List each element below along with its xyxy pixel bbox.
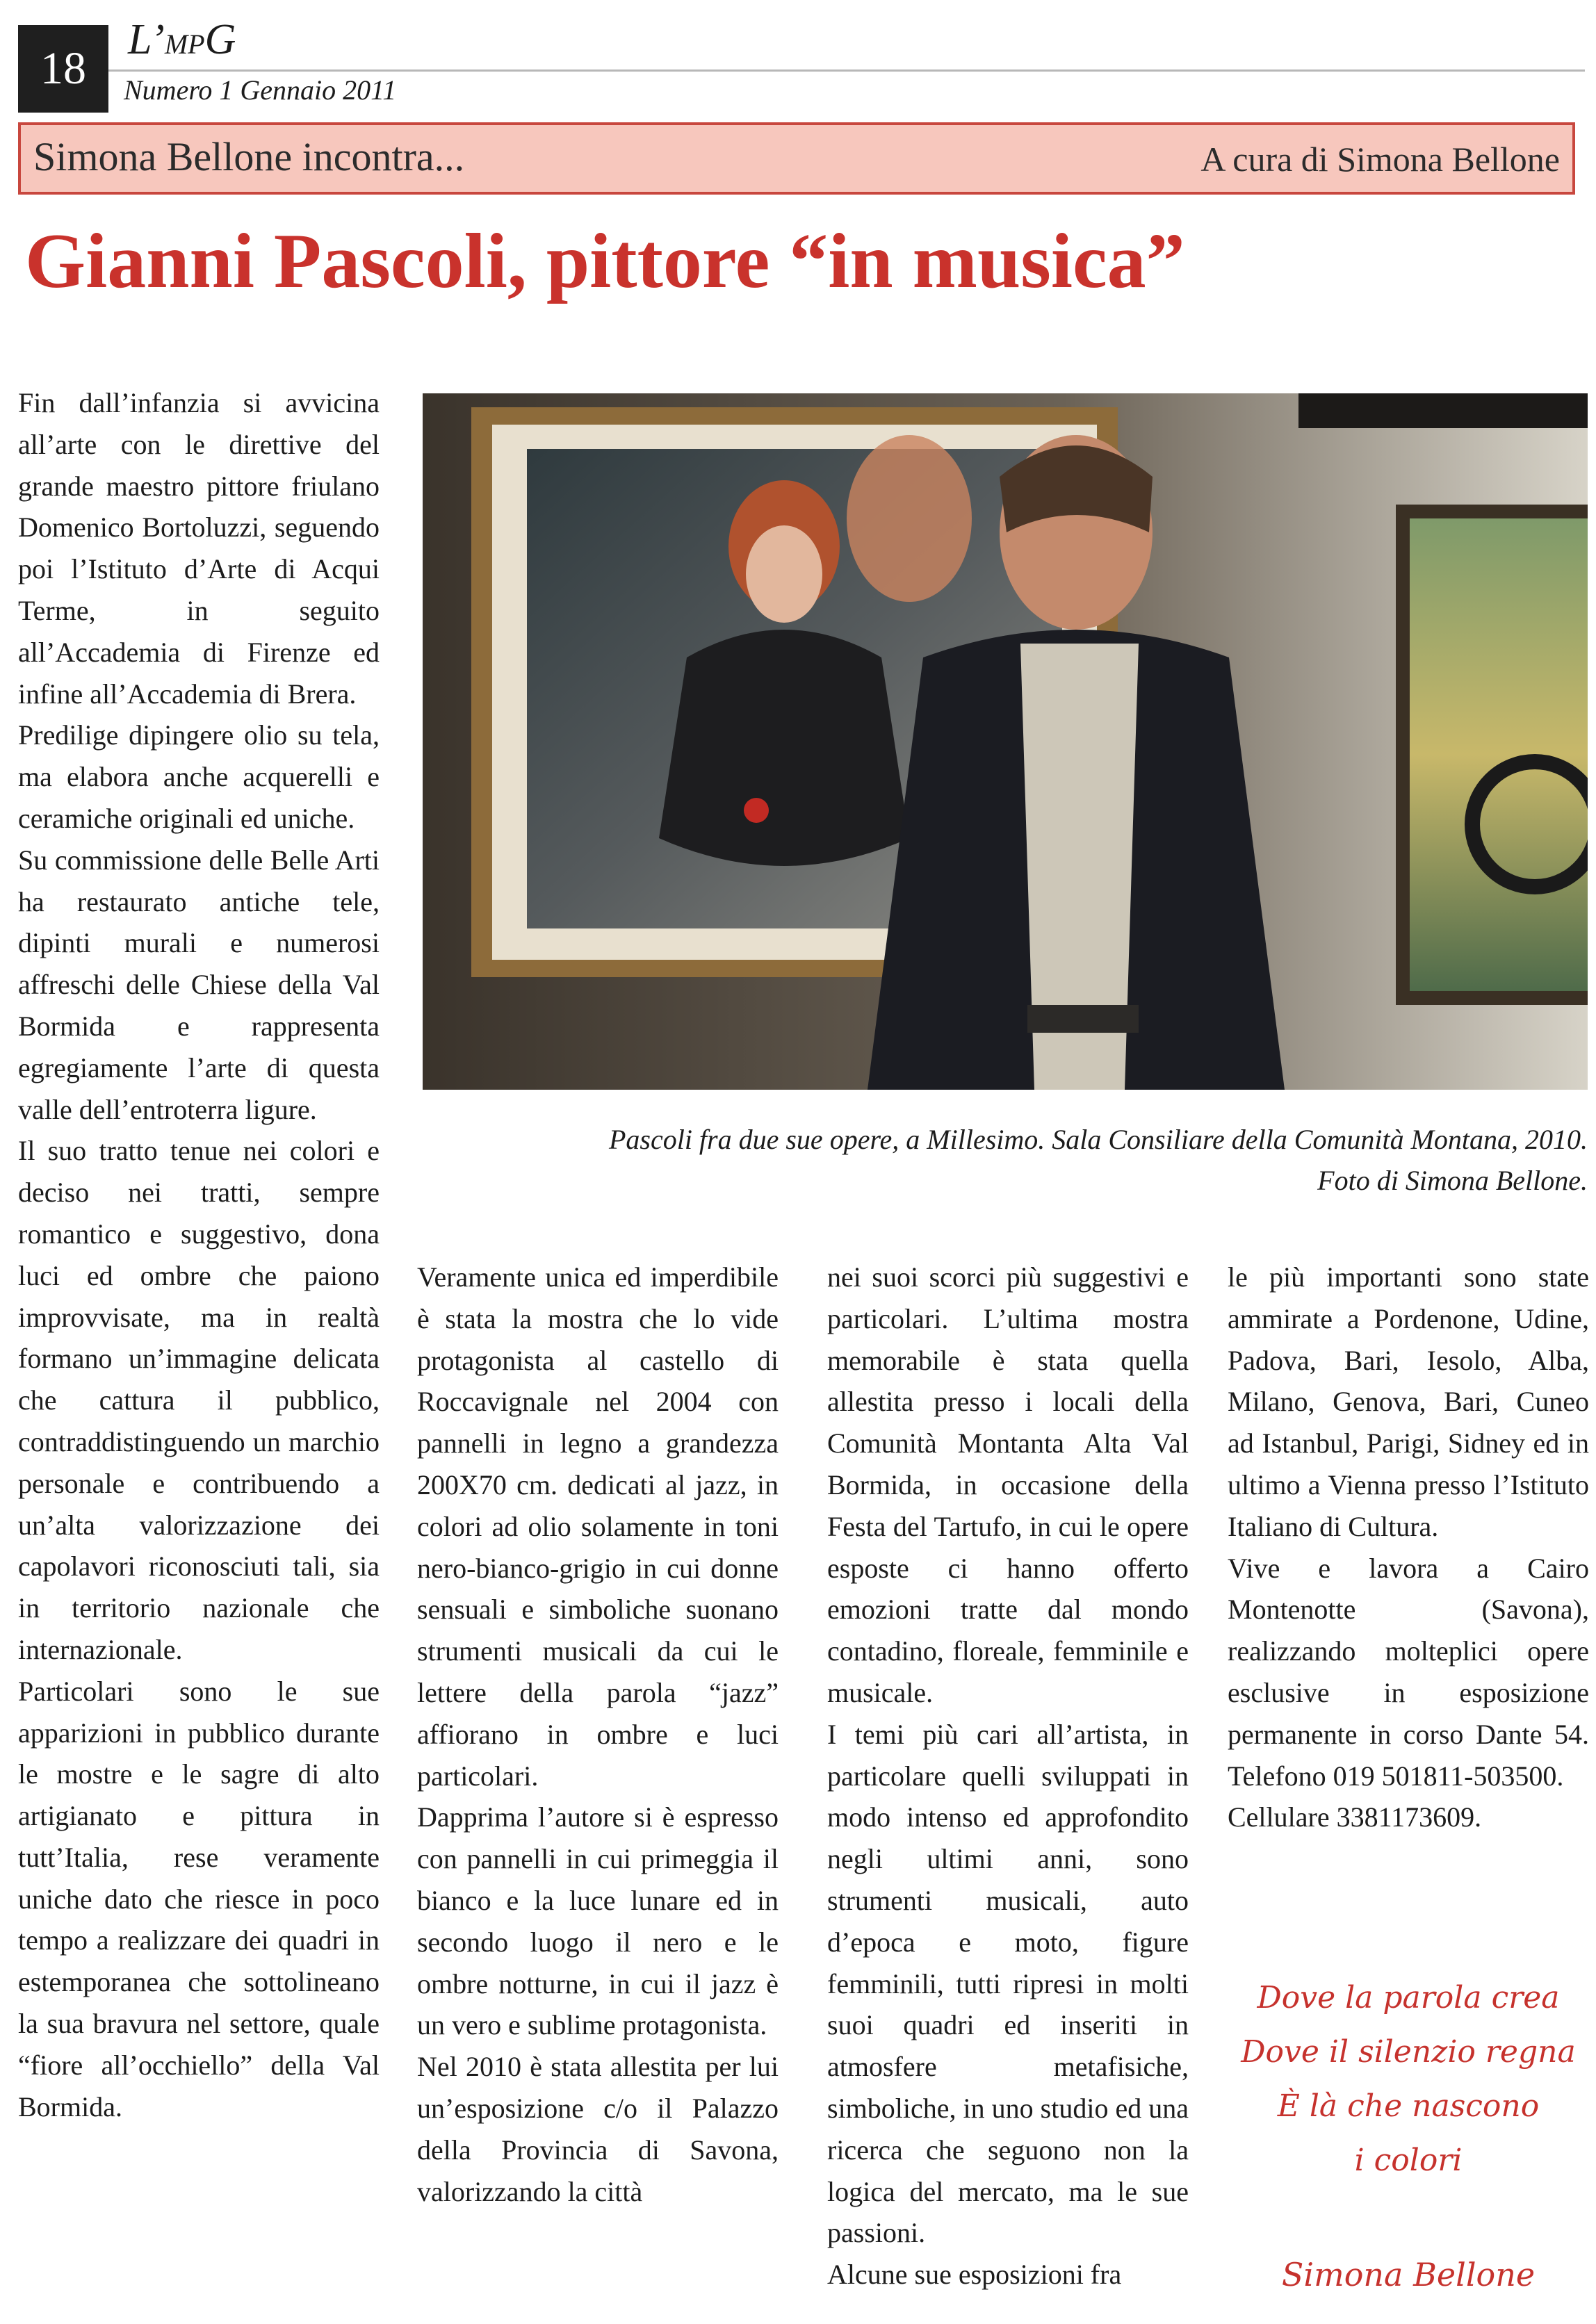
photo-illustration xyxy=(423,393,1588,1090)
article-column-2 xyxy=(417,1257,779,2212)
magazine-name xyxy=(128,18,236,61)
signature: Simona Bellone xyxy=(1281,2256,1536,2293)
masthead-rule xyxy=(108,69,1585,72)
paragraph: Veramente unica ed imperdibile è stata la mostra che lo vide protagonista al castello di Roccavignale nel 2004 con pannelli in legno a grandezza 200X70 cm. dedicati al jazz, in colori ad olio solamente in toni nero-bianco-grigio in cui donne sensuali e simboliche suonano strumenti musicali da cui le lettere della parola “jazz” affiorano in ombre e luci particolari. xyxy=(417,1261,779,1792)
paragraph: le più importanti sono state ammirate a Pordenone, Udine, Padova, Bari, Iesolo, Alba, Milano, Genova, Bari, Cuneo ad Istanbul, Parigi, Sidney ed in ultimo a Vienna presso l’Istituto Italiano di Cultura. xyxy=(1228,1261,1589,1542)
paragraph: Il suo tratto tenue nei colori e deciso nei tratti, sempre romantico e suggestivo, dona luci ed ombre che paiono improvvisate, ma in realtà formano un’immagine delicata che cattura il pubblico, contraddistinguendo un marchio personale e contribuendo a un’alta valorizzazione dei capolavori riconosciuti tali, sia in territorio nazionale che internazionale. xyxy=(18,1135,380,1665)
section-byline: A cura di Simona Bellone xyxy=(1200,140,1560,179)
article-photo xyxy=(423,393,1588,1090)
issue-line: Numero 1 Gennaio 2011 xyxy=(124,74,397,106)
article-column-3 xyxy=(827,1257,1189,2296)
paragraph: Cellulare 3381173609. xyxy=(1228,1801,1482,1833)
section-title: Simona Bellone incontra... xyxy=(33,134,465,179)
magazine-name-start: L’ xyxy=(128,16,165,63)
article-headline: Gianni Pascoli, pittore “in musica” xyxy=(25,218,1185,304)
paragraph: Nel 2010 è stata allestita per lui un’esposizione c/o il Palazzo della Provincia di Savona, valorizzando la città xyxy=(417,2051,779,2207)
caption-line-2: Foto di Simona Bellone. xyxy=(1317,1165,1588,1197)
magazine-name-end: G xyxy=(204,16,236,63)
section-bar xyxy=(18,122,1575,195)
poem-line: Dove il silenzio regna xyxy=(1241,2034,1576,2070)
paragraph: Fin dall’infanzia si avvicina all’arte con le direttive del grande maestro pittore friulano Domenico Bortoluzzi, seguendo poi l’Istituto d’Arte di Acqui Terme, in seguito all’Accademia di Firenze ed infine all’Accademia di Brera. xyxy=(18,387,380,710)
paragraph: I temi più cari all’artista, in particolare quelli sviluppati in modo intenso ed approfondito negli ultimi anni, sono strumenti musicali, auto d’epoca e moto, figure femminili, tutti ripresi in molti suoi quadri ed inseriti in atmosfere metafisiche, simboliche, in uno studio ed una ricerca che seguono non la logica del mercato, ma le sue passioni. xyxy=(827,1718,1189,2249)
caption-line-1: Pascoli fra due sue opere, a Millesimo. Sala Consiliare della Comunità Montana, 2010. xyxy=(608,1124,1588,1155)
article-column-1 xyxy=(18,382,380,2127)
page-number: 18 xyxy=(18,25,108,113)
article-column-4 xyxy=(1228,1257,1589,1838)
poem xyxy=(1228,1971,1589,2188)
paragraph: Predilige dipingere olio su tela, ma elabora anche acquerelli e ceramiche originali ed uniche. xyxy=(18,719,380,834)
paragraph: Vive e lavora a Cairo Montenotte (Savona), realizzando molteplici opere esclusive in esposizione permanente in corso Dante 54. Telefono 019 501811-503500. xyxy=(1228,1552,1589,1792)
paragraph: Dapprima l’autore si è espresso con pannelli in cui primeggia il bianco e la luce lunare ed in secondo luogo il nero e le ombre notturne, in cui il jazz è un vero e sublime protagonista. xyxy=(417,1801,779,2041)
magazine-name-small: MP xyxy=(164,28,205,60)
paragraph: Su commissione delle Belle Arti ha restaurato antiche tele, dipinti murali e numerosi affreschi delle Chiese della Val Bormida e rappresenta egregiamente l’arte di questa valle dell’entroterra ligure. xyxy=(18,844,380,1125)
paragraph: Particolari sono le sue apparizioni in pubblico durante le mostre e le sagre di alto artigianato e pittura in tutt’Italia, rese veramente uniche dato che riesce in poco tempo a realizzare dei quadri in estemporanea che sottolineano la sua bravura nel settore, quale “fiore all’occhiello” della Val Bormida. xyxy=(18,1675,380,2122)
poem-line: i colori xyxy=(1354,2143,1463,2178)
photo-caption xyxy=(423,1119,1588,1201)
poem-line: È là che nascono xyxy=(1277,2088,1540,2124)
paragraph: Alcune sue esposizioni fra xyxy=(827,2259,1122,2291)
paragraph: nei suoi scorci più suggestivi e particolari. L’ultima mostra memorabile è stata quella allestita presso i locali della Comunità Montanta Alta Val Bormida, in occasione della Festa del Tartufo, in cui le opere esposte ci hanno offerto emozioni tratte dal mondo contadino, floreale, femminile e musicale. xyxy=(827,1261,1189,1708)
poem-line: Dove la parola crea xyxy=(1257,1980,1560,2015)
